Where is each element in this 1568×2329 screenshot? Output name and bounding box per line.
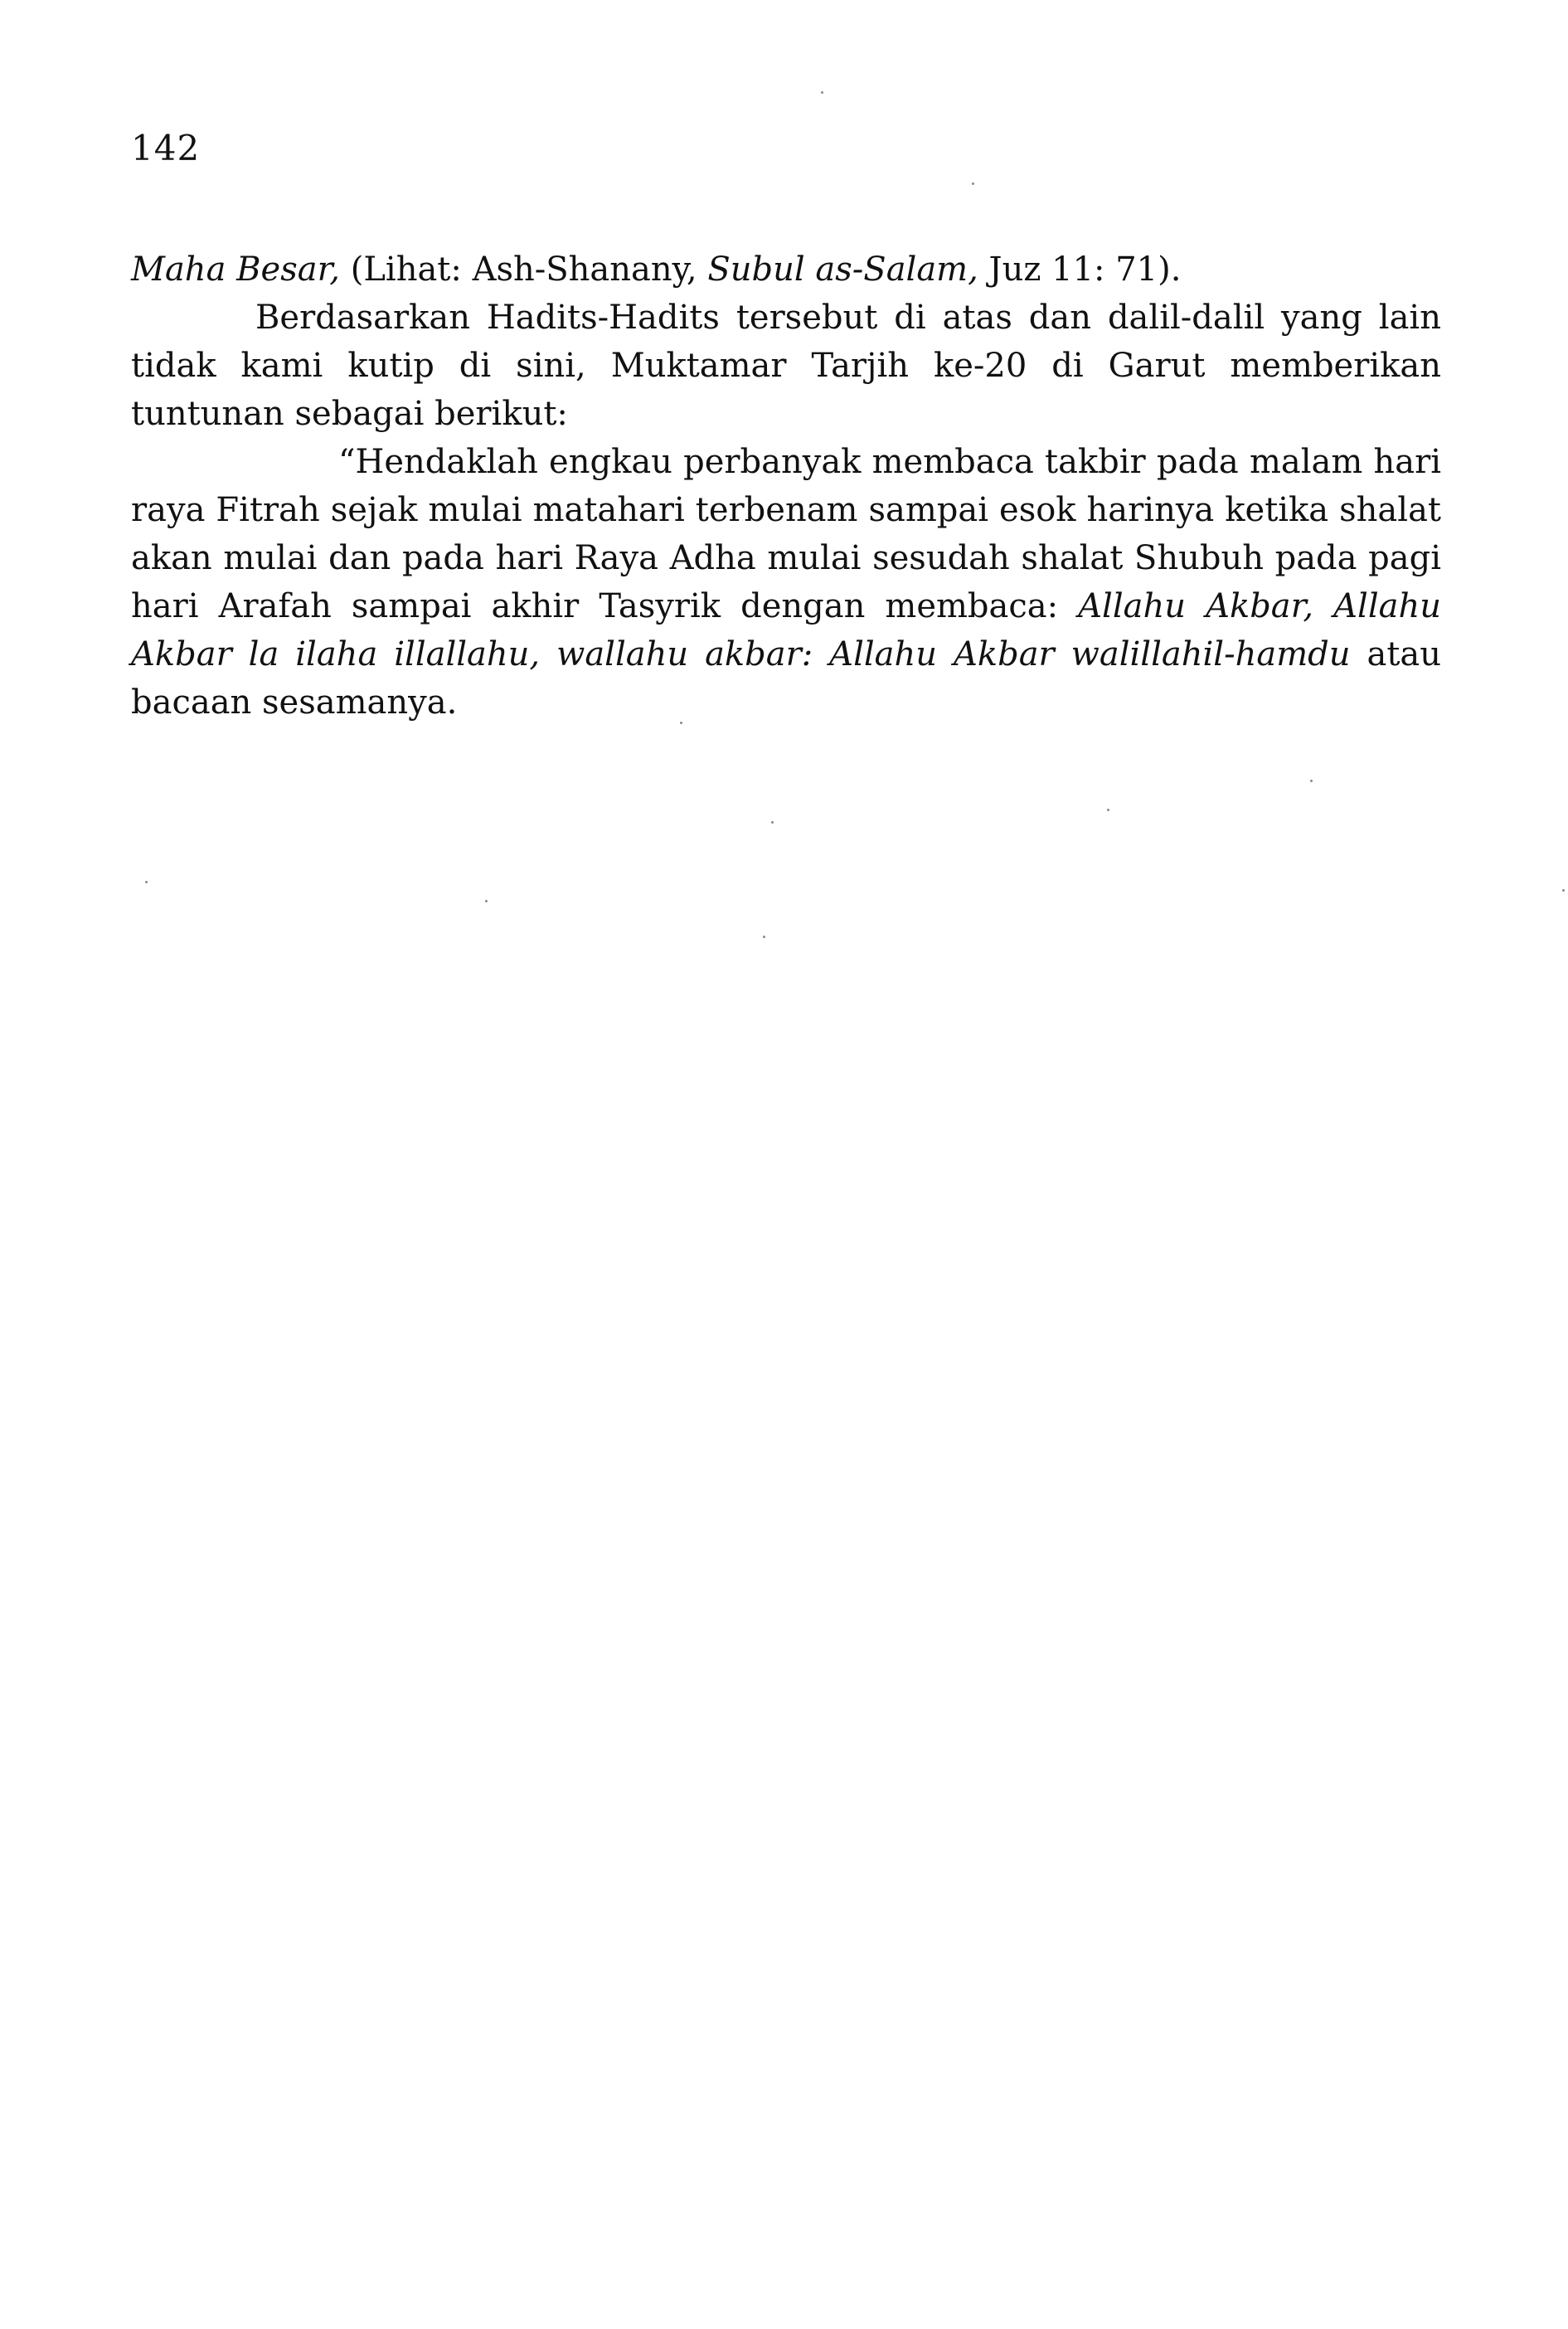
text-segment-italic: Subul as-Salam, xyxy=(707,250,978,289)
scan-speck xyxy=(680,722,682,724)
text-segment: Berdasarkan Hadits-Hadits tersebut di atas dan dalil-dalil yang lain tidak kami kutip di sini, Muktamar Tarjih ke-20 di Garut memberikan tuntunan sebagai berikut: xyxy=(131,299,1441,433)
page-body xyxy=(131,246,1441,727)
scan-speck xyxy=(821,91,823,94)
paragraph-quote xyxy=(131,438,1441,727)
paragraph-intro xyxy=(131,294,1441,438)
scan-speck xyxy=(1107,809,1109,811)
paragraph-citation xyxy=(131,246,1441,294)
scan-speck xyxy=(485,900,488,902)
text-segment-italic: Maha Besar, xyxy=(131,250,341,289)
text-segment: Juz 11: 71). xyxy=(978,250,1182,289)
scan-speck xyxy=(1562,889,1565,892)
text-segment: atau bacaan sesamanya. xyxy=(131,635,1441,722)
page-number: 142 xyxy=(131,128,201,168)
scan-speck xyxy=(145,881,148,883)
scan-speck xyxy=(771,821,774,824)
scan-speck xyxy=(1310,780,1313,782)
text-segment: “Hendaklah engkau perbanyak membaca takbir pada malam hari raya Fitrah sejak mulai matahari terbenam sampai esok harinya ketika shalat akan mulai dan pada hari Raya Adha mulai sesudah shalat Shubuh pada pagi hari Arafah sampai akhir Tasyrik dengan membaca: xyxy=(131,443,1441,625)
scan-speck xyxy=(763,936,765,938)
scan-speck xyxy=(972,182,974,185)
takbir-text: Allahu Akbar, Allahu Akbar la ilaha illallahu, wallahu akbar: Allahu Akbar walillahil-hamdu xyxy=(131,587,1441,673)
text-segment: (Lihat: Ash-Shanany, xyxy=(340,250,708,289)
